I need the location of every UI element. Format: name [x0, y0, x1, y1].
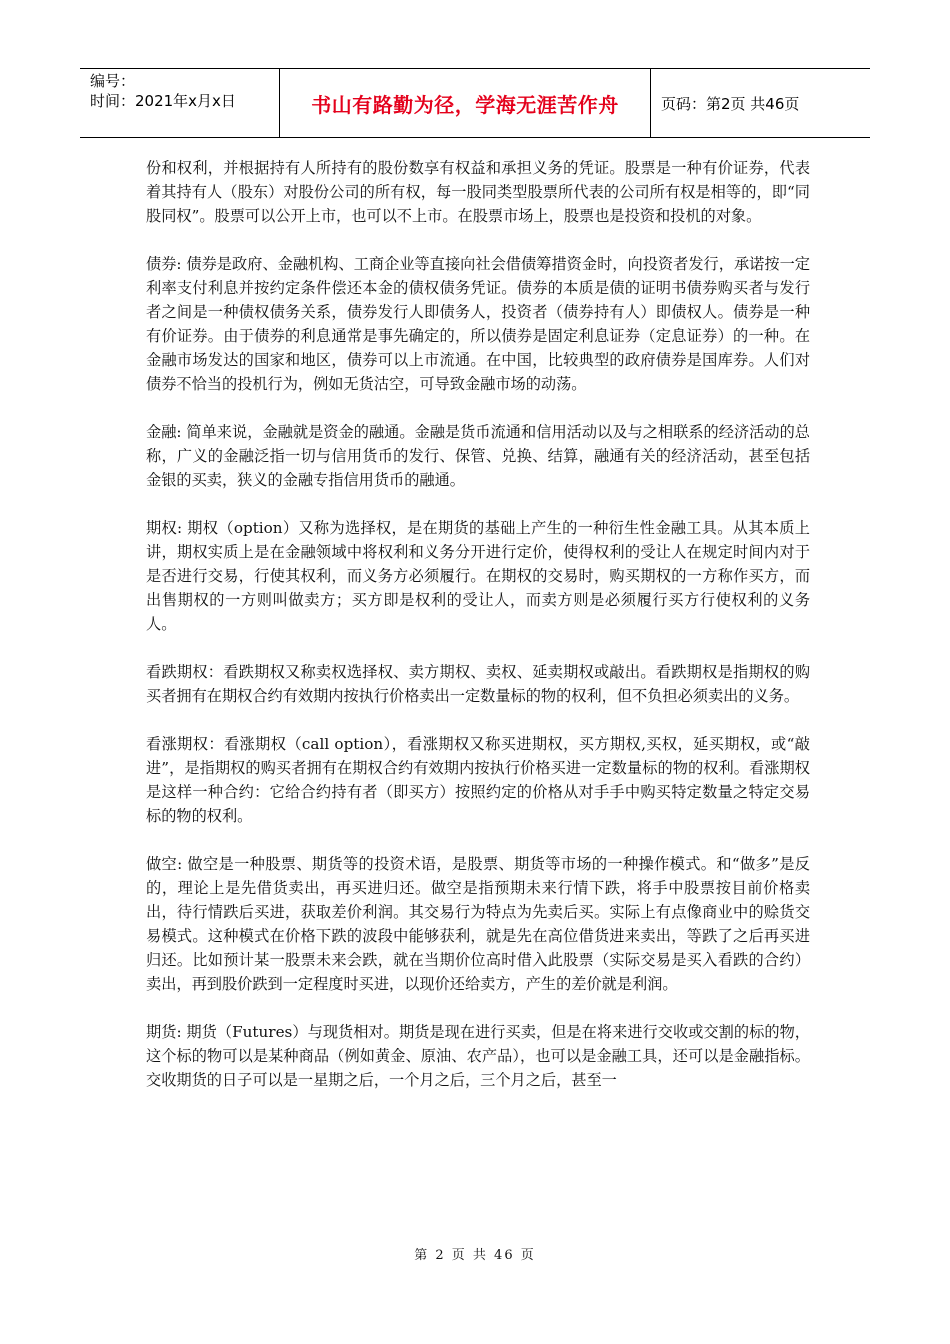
paragraph-put-option: 看跌期权：看跌期权又称卖权选择权、卖方期权、卖权、延卖期权或敲出。看跌期权是指期权的购买者拥有在期权合约有效期内按执行价格卖出一定数量标的物的权利，但不负担必须卖出的义务。: [146, 663, 810, 705]
paragraph-finance: 金融: 简单来说，金融就是资金的融通。金融是货币流通和信用活动以及与之相联系的经济活动的总称，广义的金融泛指一切与信用货币的发行、保管、兑换、结算，融通有关的经济活动，甚至包括金银的买卖，狭义的金融专指信用货币的融通。: [146, 423, 810, 489]
paragraph-option: 期权: 期权（option）又称为选择权，是在期货的基础上产生的一种衍生性金融工具。从其本质上讲，期权实质上是在金融领域中将权利和义务分开进行定价，使得权利的受让人在规定时间内对于是否进行交易，行使其权利，而义务方必须履行。在期权的交易时，购买期权的一方称作买方，而出售期权的一方则叫做卖方；买方即是权利的受让人，而卖方则是必须履行买方行使权利的义务人。: [146, 519, 810, 633]
body-text: [146, 156, 810, 1116]
header-page-info: 页码：第2页 共46页: [661, 94, 800, 113]
page-footer: 第 2 页 共 46 页: [414, 1248, 536, 1263]
page-header: [80, 68, 870, 138]
header-meta: [80, 69, 280, 137]
time-label: 时间：2021年x月x日: [90, 92, 236, 110]
paragraph-stock: 份和权利，并根据持有人所持有的股份数享有权益和承担义务的凭证。股票是一种有价证券，代表着其持有人（股东）对股份公司的所有权，每一股同类型股票所代表的公司所有权是相等的，即“同股同权”。股票可以公开上市，也可以不上市。在股票市场上，股票也是投资和投机的对象。: [146, 159, 810, 225]
paragraph-short-selling: 做空: 做空是一种股票、期货等的投资术语，是股票、期货等市场的一种操作模式。和“做多”是反的，理论上是先借货卖出，再买进归还。做空是指预期未来行情下跌，将手中股票按目前价格卖出，待行情跌后买进，获取差价利润。其交易行为特点为先卖后买。实际上有点像商业中的赊货交易模式。这种模式在价格下跌的波段中能够获利，就是先在高位借货进来卖出，等跌了之后再买进归还。比如预计某一股票未来会跌，就在当期价位高时借入此股票（实际交易是买入看跌的合约）卖出，再到股价跌到一定程度时买进，以现价还给卖方，产生的差价就是利润。: [146, 855, 810, 993]
paragraph-futures: 期货: 期货（Futures）与现货相对。期货是现在进行买卖，但是在将来进行交收或交割的标的物，这个标的物可以是某种商品（例如黄金、原油、农产品），也可以是金融工具，还可以是金融指标。交收期货的日子可以是一星期之后，一个月之后，三个月之后，甚至一: [146, 1023, 810, 1089]
header-motto: 书山有路勤为径，学海无涯苦作舟: [280, 69, 651, 137]
paragraph-call-option: 看涨期权：看涨期权（call option），看涨期权又称买进期权，买方期权,买权，延买期权，或“敲进”，是指期权的购买者拥有在期权合约有效期内按执行价格买进一定数量标的物的权利。看涨期权是这样一种合约：它给合约持有者（即买方）按照约定的价格从对手手中购买特定数量之特定交易标的物的权利。: [146, 735, 810, 825]
paragraph-bond: 债券: 债券是政府、金融机构、工商企业等直接向社会借债筹措资金时，向投资者发行，承诺按一定利率支付利息并按约定条件偿还本金的债权债务凭证。债券的本质是债的证明书债券购买者与发行者之间是一种债权债务关系，债券发行人即债务人，投资者（债券持有人）即债权人。债券是一种有价证券。由于债券的利息通常是事先确定的，所以债券是固定利息证券（定息证券）的一种。在金融市场发达的国家和地区，债券可以上市流通。在中国，比较典型的政府债券是国库券。人们对债券不恰当的投机行为，例如无货沽空，可导致金融市场的动荡。: [146, 255, 810, 393]
serial-label: 编号：: [90, 72, 136, 90]
